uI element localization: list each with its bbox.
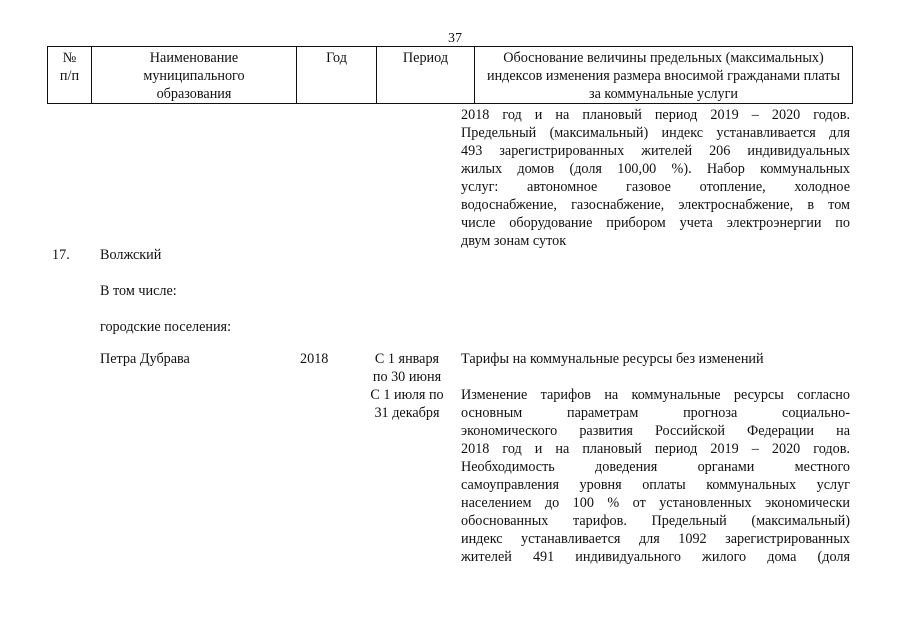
period-line: С 1 июля по [370, 387, 444, 403]
row-number: 17. [52, 247, 70, 263]
urban-settlements-label: городские поселения: [100, 319, 232, 335]
continuation-line: числе оборудование прибором учета электроэнергии по [461, 215, 850, 231]
continuation-line: 2018 год и на плановый период 2019 – 2020 годов. [461, 107, 850, 123]
table-header [47, 46, 853, 104]
period-first-half [362, 350, 452, 386]
period-line: С 1 января [374, 351, 440, 367]
settlement-name: Петра Дубрава [100, 351, 190, 367]
header-num-line: № [62, 50, 77, 66]
continuation-line: водоснабжение, газоснабжение, электроснабжение, в том [461, 197, 850, 213]
header-period-cell [377, 47, 475, 103]
header-basis-cell [475, 47, 852, 103]
continuation-line: жилых домов (доля 100,00 %). Набор коммунальных [461, 161, 850, 177]
basis-line: жителей 491 индивидуального жилого дома (доля [461, 549, 850, 565]
header-year-cell [297, 47, 377, 103]
period-second-half [362, 386, 452, 422]
header-period-line: Период [402, 50, 449, 66]
basis-line: 2018 год и на плановый период 2019 – 2020 годов. [461, 441, 850, 457]
continuation-text [461, 106, 850, 250]
settlement-year: 2018 [300, 351, 329, 367]
header-year-line: Год [326, 50, 347, 66]
continuation-line: Предельный (максимальный) индекс устанавливается для [461, 125, 850, 141]
basis-line: основным параметрам прогноза социально- [461, 405, 850, 421]
header-basis-line: за коммунальные услуги [588, 86, 738, 102]
basis-line: населением до 100 % от установленных экономически [461, 495, 850, 511]
header-name-line: Наименование [149, 50, 239, 66]
header-num-line: п/п [59, 68, 80, 84]
header-name-cell [92, 47, 297, 103]
basis-line: Необходимость доведения органами местного [461, 459, 850, 475]
basis-second-half [461, 386, 850, 566]
basis-line: индекс устанавливается для 1092 зарегистрированных [461, 531, 850, 547]
header-name-line: образования [156, 86, 232, 102]
header-basis-line: индексов изменения размера вносимой гражданами платы [486, 68, 840, 84]
basis-first-half: Тарифы на коммунальные ресурсы без изменений [461, 351, 764, 367]
header-name-line: муниципального [143, 68, 245, 84]
period-line: по 30 июня [372, 369, 442, 385]
continuation-line: 493 зарегистрированных жителей 206 индивидуальных [461, 143, 850, 159]
basis-line: обоснованных тарифов. Предельный (максимальный) [461, 513, 850, 529]
continuation-line: двум зонам суток [461, 233, 567, 249]
page-number: 37 [448, 31, 462, 46]
basis-line: экономического развития Российской Федерации на [461, 423, 850, 439]
basis-line: самоуправления уровня оплаты коммунальных услуг [461, 477, 850, 493]
header-basis-line: Обоснование величины предельных (максимальных) [503, 50, 824, 66]
including-label: В том числе: [100, 283, 177, 299]
continuation-line: услуг: автономное газовое отопление, холодное [461, 179, 850, 195]
header-num-cell [48, 47, 92, 103]
period-line: 31 декабря [374, 405, 440, 421]
basis-line: Изменение тарифов на коммунальные ресурсы согласно [461, 387, 850, 403]
municipality-name: Волжский [100, 247, 162, 263]
